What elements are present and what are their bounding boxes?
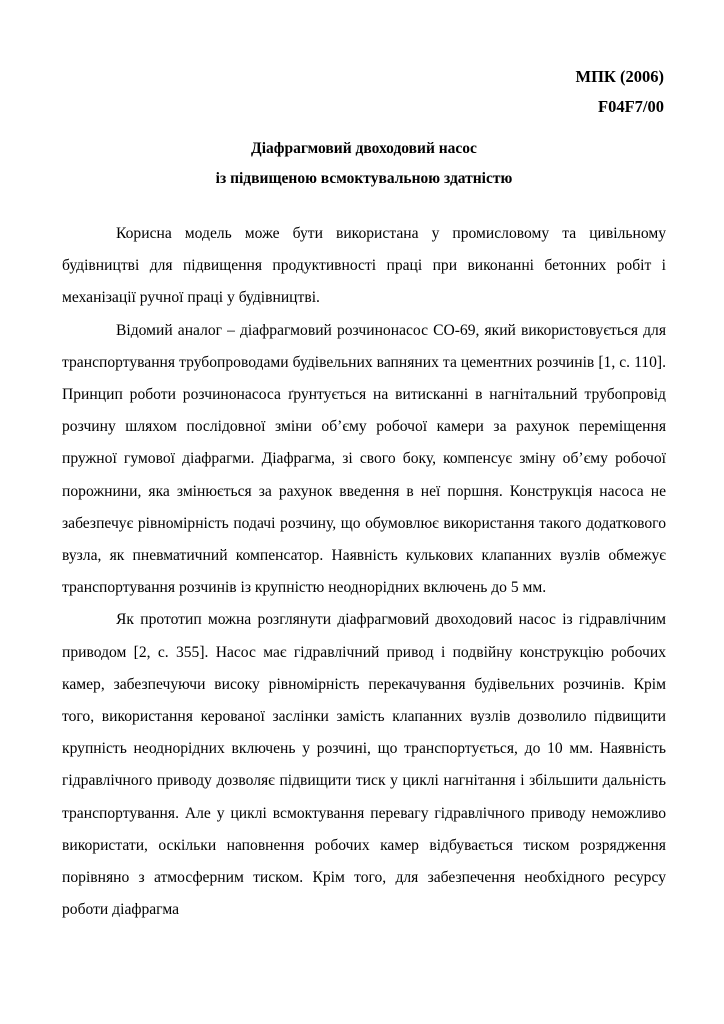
- document-body: [62, 218, 666, 926]
- body-paragraph: Корисна модель може бути використана у промисловому та цивільному будівництві для підвищення продуктивності праці при виконанні бетонних робіт і механізації ручної праці у будівництві.: [62, 225, 666, 307]
- body-paragraph: Відомий аналог – діафрагмовий розчинонасос СО-69, який використовується для транспортування трубопроводами будівельних вапняних та цементних розчинів [1, с. 110]. Принцип роботи розчинонасоса ґрунтується на витисканні в нагнітальний трубопровід розчину шляхом послідовної зміни об’єму робочої камери за рахунок переміщення пружної гумової діафрагми. Діафрагма, зі свого боку, компенсує зміну об’єму робочої порожнини, яка змінюється за рахунок введення в неї поршня. Конструкція насоса не забезпечує рівномірність подачі розчину, що обумовлює використання такого додаткового вузла, як пневматичний компенсатор. Наявність кулькових клапанних вузлів обмежує транспортування розчинів із крупністю неоднорідних включень до 5 мм.: [62, 321, 666, 597]
- document-title-line-2: із підвищеною всмоктувальною здатністю: [215, 170, 513, 187]
- ipc-classification-block: [62, 62, 664, 122]
- ipc-classification-label: МПК (2006): [575, 67, 664, 86]
- document-title-line-1: Діафрагмовий двоходовий насос: [251, 140, 477, 157]
- body-paragraph: Як прототип можна розглянути діафрагмовий двоходовий насос із гідравлічним приводом [2, с. 355]. Насос має гідравлічний привод і подвійну конструкцію робочих камер, забезпечуючи високу рівномірність перекачування будівельних розчинів. Крім того, використання керованої заслінки замість клапанних вузлів дозволило підвищити крупність неоднорідних включень у розчині, що транспортується, до 10 мм. Наявність гідравлічного приводу дозволяє підвищити тиск у циклі нагнітання і збільшити дальність транспортування. Але у циклі всмоктування перевагу гідравлічного приводу неможливо використати, оскільки наповнення робочих камер відбувається тиском розрядження порівняно з атмосферним тиском. Крім того, для забезпечення необхідного ресурсу роботи діафрагма: [62, 611, 666, 919]
- ipc-classification-code: F04F7/00: [598, 97, 664, 116]
- document-title: [62, 134, 666, 194]
